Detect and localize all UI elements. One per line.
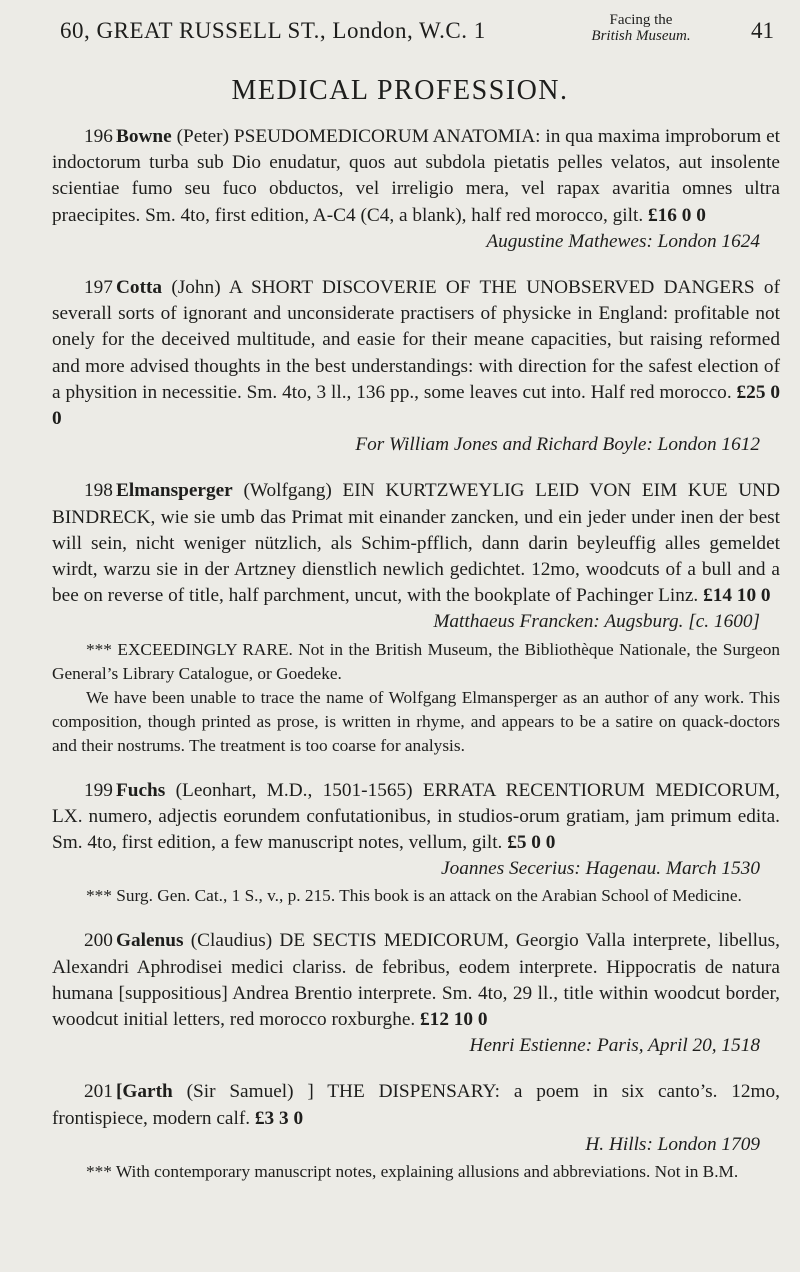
facing-line-2: British Museum. <box>591 28 691 44</box>
catalogue-entry <box>52 124 780 255</box>
imprint: Joannes Secerius: Hagenau. March 1530 <box>441 858 760 880</box>
imprint: For William Jones and Richard Boyle: London 1612 <box>355 434 760 456</box>
running-head <box>20 14 784 54</box>
author-details: (Peter) <box>171 126 234 147</box>
author-surname: Galenus <box>116 930 184 952</box>
entry-note <box>52 1160 780 1184</box>
author-surname: Bowne <box>116 126 172 147</box>
note-paragraph: *** EXCEEDINGLY RARE. Not in the British Museum, the Bibliothèque Nationale, the Surgeon General’s Library Catalogue, or Goedeke. <box>52 639 780 683</box>
entry-text <box>52 1079 780 1158</box>
author-surname: Fuchs <box>116 779 166 801</box>
lot-number: 198 <box>84 480 113 502</box>
price: £25 0 0 <box>52 381 780 430</box>
entry-text <box>52 478 780 635</box>
entry-text <box>52 928 780 1059</box>
author-surname: Cotta <box>116 277 163 299</box>
price: £12 10 0 <box>420 1009 488 1031</box>
author-details: (Claudius) <box>183 930 280 952</box>
note-paragraph: We have been unable to trace the name of Wolfgang Elmansperger as an author of any work. This composition, though printed as prose, is written in rhyme, and appears to be a satire on quack-doctors and their nostrums. The treatment is too coarse for analysis. <box>52 687 780 755</box>
section-title: MEDICAL PROFESSION. <box>231 75 569 106</box>
imprint: H. Hills: London 1709 <box>585 1133 760 1155</box>
catalogue-entry <box>52 928 780 1059</box>
entry-description: EIN KURTZWEYLIG LEID VON EIM KUE UND BINDRECK, wie sie umb das Primat mit einander zancken, und ein jeder under inen der best will sein, nicht weniger nützlich, als Schim-pfflich, dann darin beyleuffig alles gemeldet wirdt, warzu sie in der Artzney dienstlich newlich gedichtet. 12mo, woodcuts of a bull and a bee on reverse of title, half parchment, uncut, with the bookplate of Pachinger Linz. <box>52 480 780 607</box>
facing-line-1: Facing the <box>609 12 673 28</box>
author-surname: Elmansperger <box>116 480 233 502</box>
catalogue-entry <box>52 1079 780 1184</box>
entry-text <box>52 124 780 255</box>
entry-note <box>52 884 780 908</box>
entry-text <box>52 778 780 883</box>
author-details: (Wolfgang) <box>232 480 343 502</box>
page-number: 41 <box>751 18 774 43</box>
lot-number: 199 <box>84 779 113 801</box>
author-details: (Sir Samuel) ] <box>172 1081 328 1103</box>
imprint: Henri Estienne: Paris, April 20, 1518 <box>469 1035 760 1057</box>
catalogue-entry <box>52 275 780 458</box>
entry-note <box>52 638 780 758</box>
entry-text <box>52 275 780 458</box>
entry-description: A SHORT DISCOVERIE OF THE UNOBSERVED DANGERS of severall sorts of ignorant and unconsiderate practisers of physicke in England: profitable not onely for the deceived multitude, and easie for their meane capacities, but raising reformed and more advised thoughts in the best understandings: with direction for the safest election of a physition in necessitie. Sm. 4to, 3 ll., 136 pp., some leaves cut into. Half red morocco. <box>52 277 780 403</box>
bookseller-address: 60, GREAT RUSSELL ST., London, W.C. 1 <box>60 18 486 43</box>
catalogue-entry <box>52 478 780 757</box>
lot-number: 201 <box>84 1081 113 1103</box>
author-details: (Leonhart, M.D., 1501-1565) <box>165 779 423 801</box>
catalogue-entry <box>52 778 780 909</box>
entry-description: ERRATA RECENTIORUM MEDICORUM, LX. numero, adjectis eorundem confutationibus, in studios-orum gratiam, jam primum edita. Sm. 4to, first edition, a few manuscript notes, vellum, gilt. <box>52 779 780 854</box>
author-details: (John) <box>162 277 229 299</box>
lot-number: 196 <box>84 126 113 147</box>
lot-number: 197 <box>84 277 113 299</box>
price: £14 10 0 <box>703 585 771 607</box>
entry-list <box>52 124 780 1204</box>
lot-number: 200 <box>84 930 113 952</box>
price: £5 0 0 <box>507 832 556 854</box>
imprint: Matthaeus Francken: Augsburg. [c. 1600] <box>433 611 760 633</box>
entry-description: THE DISPENSARY: a poem in six canto’s. 12mo, frontispiece, modern calf. <box>52 1081 780 1129</box>
imprint: Augustine Mathewes: London 1624 <box>486 230 760 252</box>
facing-note <box>576 12 706 44</box>
author-surname: [Garth <box>116 1081 173 1103</box>
entry-description: PSEUDOMEDICORUM ANATOMIA: in qua maxima improborum et indoctorum turba sub Dio enudatur, quos aut subdola pietatis pelles velatos, aut insolente scientiae fumo seu fuco obductos, vel irreligio mera, vel rapax avaritia omnes ultra praecipites. Sm. 4to, first edition, A-C4 (C4, a blank), half red morocco, gilt. <box>52 126 780 226</box>
price: £16 0 0 <box>648 204 706 226</box>
price: £3 3 0 <box>254 1107 304 1129</box>
entry-description: DE SECTIS MEDICORUM, Georgio Valla interprete, libellus, Alexandri Aphrodisei medici clariss. de febribus, eodem interprete. Hippocratis de natura humana [suppositious] Andrea Brentio interprete. Sm. 4to, 29 ll., title within woodcut border, woodcut initial letters, red morocco roxburghe. <box>52 930 781 1031</box>
note-paragraph: *** With contemporary manuscript notes, explaining allusions and abbreviations. Not in B.M. <box>86 1162 739 1182</box>
note-paragraph: *** Surg. Gen. Cat., 1 S., v., p. 215. This book is an attack on the Arabian School of Medicine. <box>86 886 742 906</box>
